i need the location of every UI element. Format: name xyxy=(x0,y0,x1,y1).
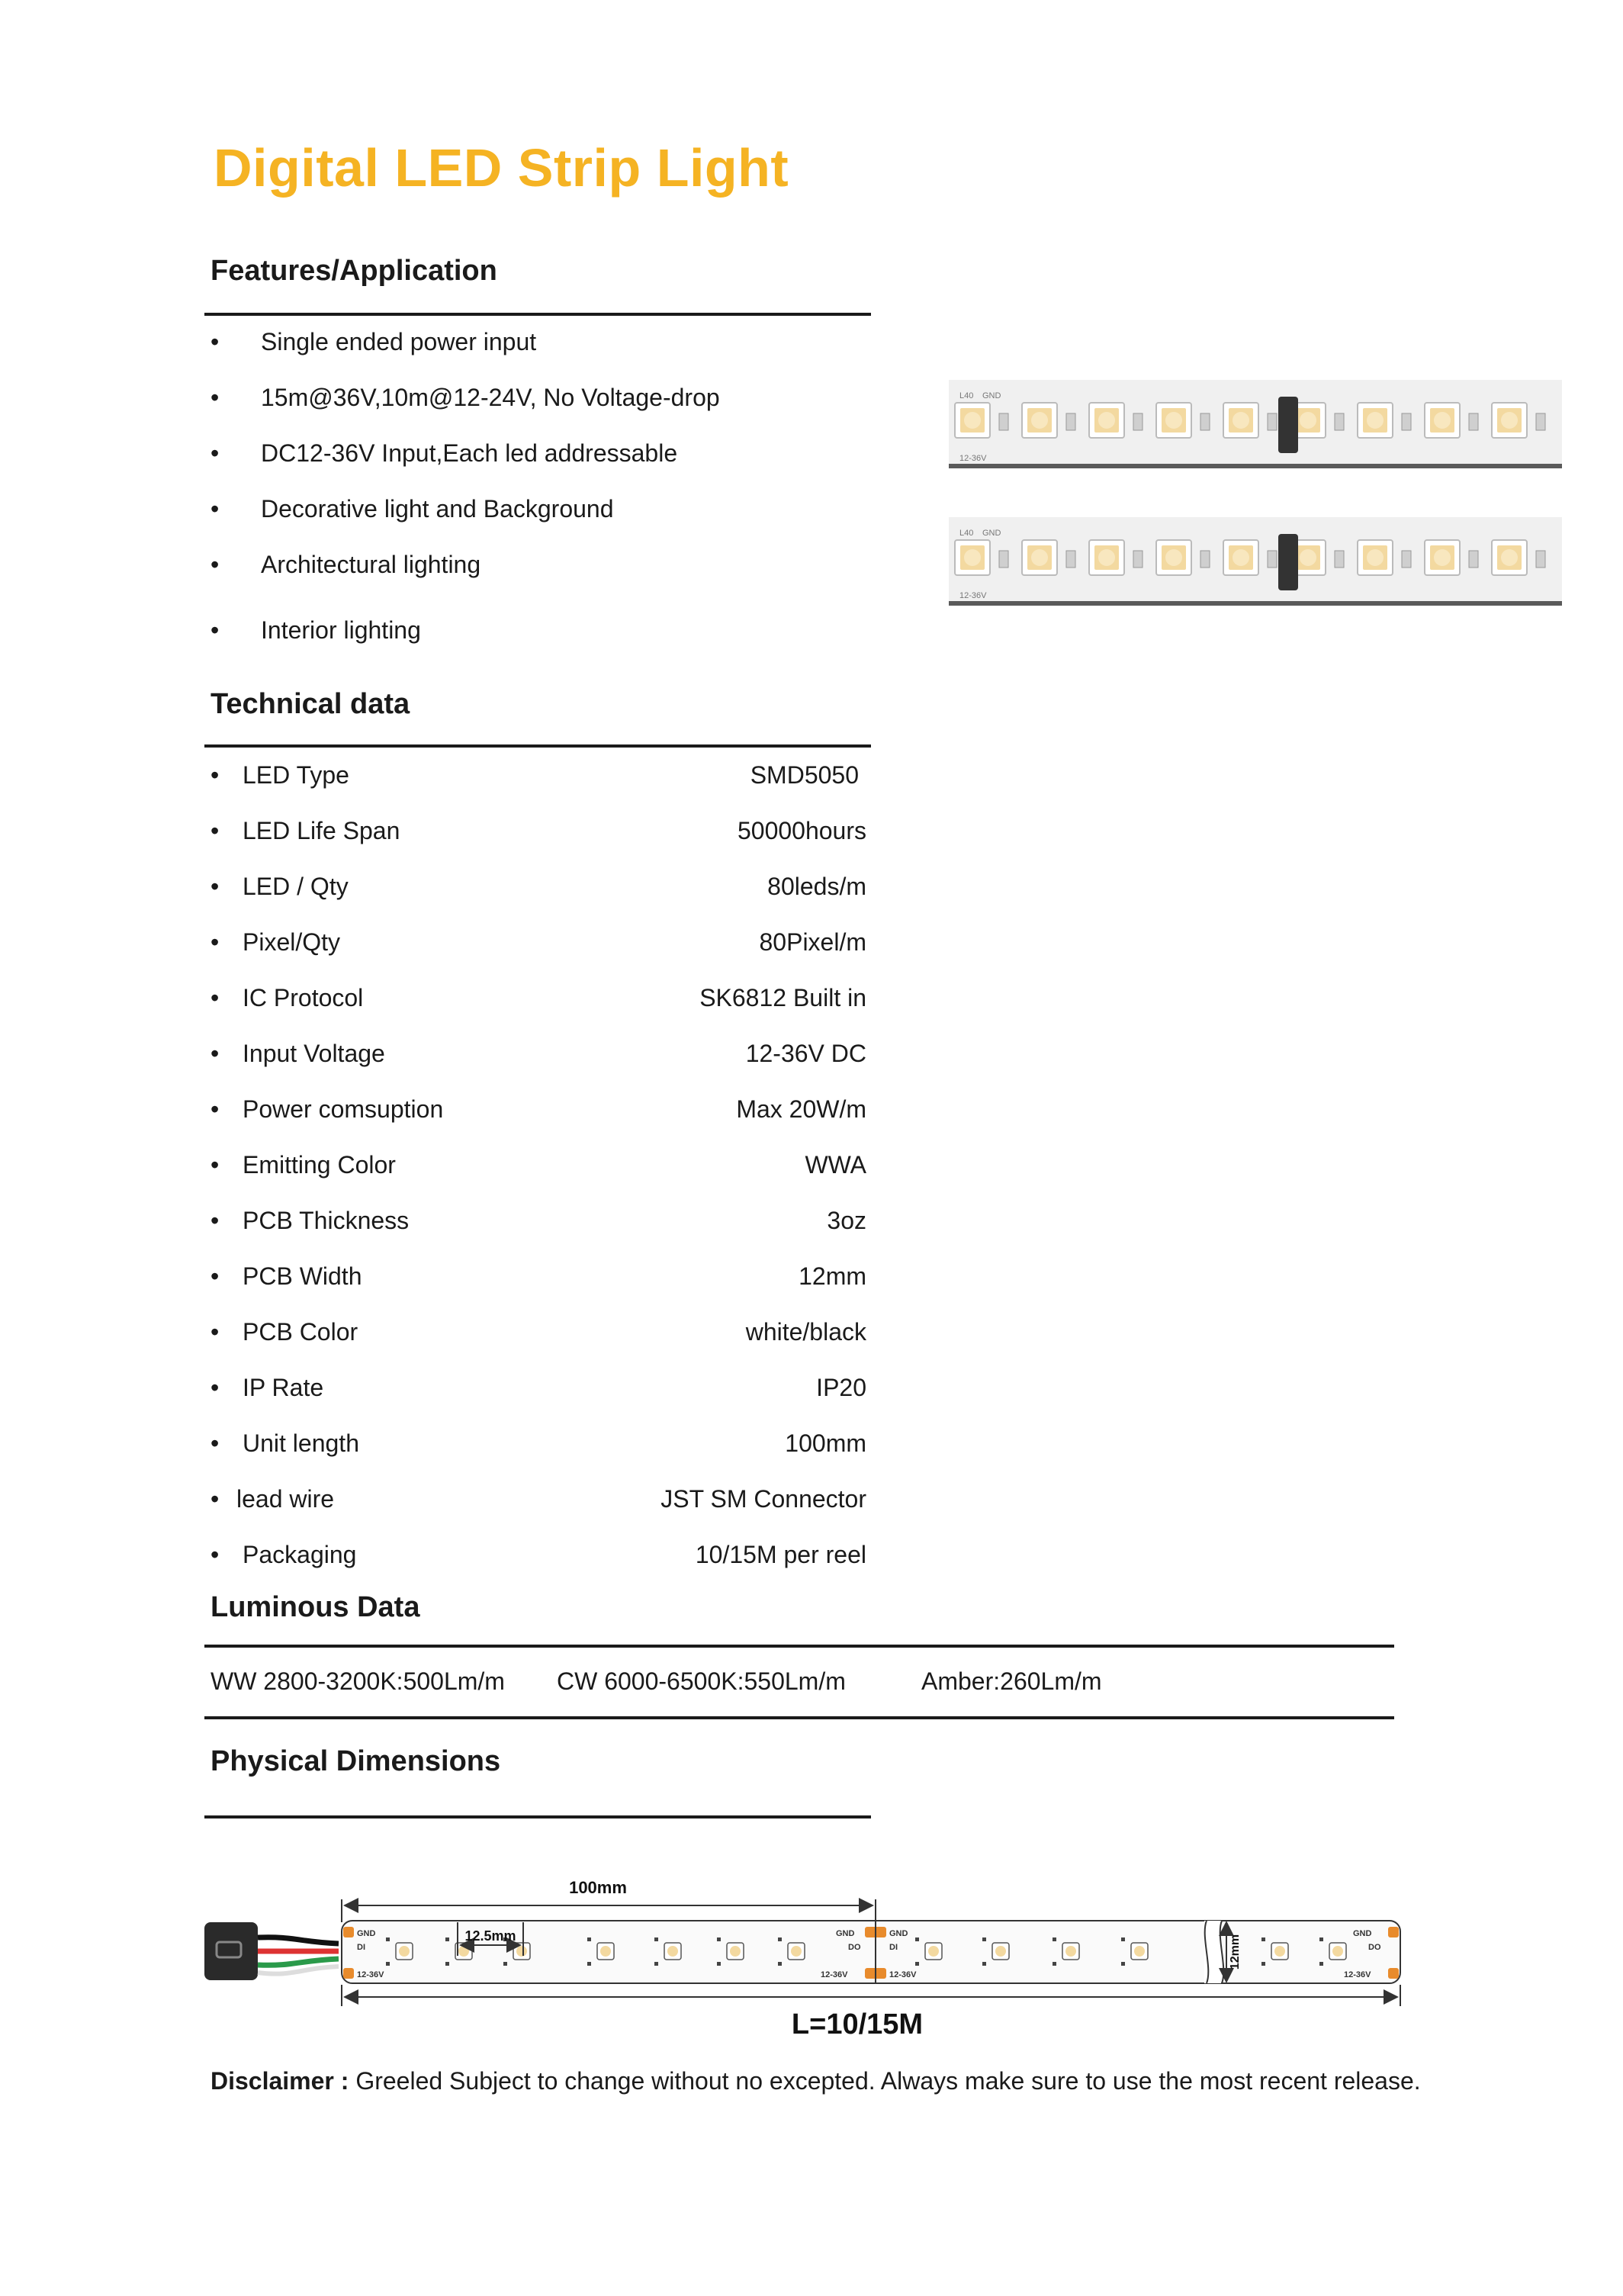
tech-row: • Emitting Color WWA xyxy=(211,1151,866,1179)
tech-row: • Pixel/Qty 80Pixel/m xyxy=(211,928,866,956)
tech-row: • LED Life Span 50000hours xyxy=(211,817,866,844)
tech-row: • Unit length 100mm xyxy=(211,1429,866,1457)
pad-label: DO xyxy=(848,1943,861,1952)
pad-label: DI xyxy=(889,1943,898,1952)
tech-row: • IC Protocol SK6812 Built in xyxy=(211,984,866,1011)
feature-item: • Single ended power input xyxy=(211,328,537,355)
disclaimer-label: Disclaimer : xyxy=(211,2067,349,2095)
photo-label: L40 xyxy=(959,391,974,400)
pad-label: GND xyxy=(836,1929,855,1938)
tech-row: • IP Rate IP20 xyxy=(211,1374,866,1401)
pad-label: GND xyxy=(1353,1929,1372,1938)
physical-rule xyxy=(204,1815,871,1818)
feature-item: • 15m@36V,10m@12-24V, No Voltage-drop xyxy=(211,384,720,411)
disclaimer xyxy=(211,2067,1421,2095)
tech-row: • lead wire JST SM Connector xyxy=(211,1485,866,1513)
tech-row: • PCB Width 12mm xyxy=(211,1262,866,1290)
feature-item: • Architectural lighting xyxy=(211,551,481,578)
page-title: Digital LED Strip Light xyxy=(214,138,789,198)
tech-row: • PCB Thickness 3oz xyxy=(211,1207,866,1234)
feature-item: • Interior lighting xyxy=(211,616,421,644)
luminous-cw: CW 6000-6500K:550Lm/m xyxy=(557,1667,846,1695)
photo-label: L40 xyxy=(959,529,974,538)
driver-ic xyxy=(1278,397,1298,453)
pad-label: 12-36V xyxy=(1344,1970,1371,1979)
pad-label: GND xyxy=(357,1929,376,1938)
unit-length-label: 100mm xyxy=(569,1878,627,1897)
photo-label: 12-36V xyxy=(959,591,987,600)
luminous-rule-bottom xyxy=(204,1716,1394,1719)
features-rule xyxy=(204,313,871,316)
pad-label: 12-36V xyxy=(889,1970,917,1979)
features-heading: Features/Application xyxy=(211,255,497,287)
photo-label: 12-36V xyxy=(959,454,987,463)
luminous-rule-top xyxy=(204,1645,1394,1648)
total-length-dimension xyxy=(342,1985,1400,2040)
technical-heading: Technical data xyxy=(211,688,410,720)
tech-row: • Power comsuption Max 20W/m xyxy=(211,1095,866,1123)
tech-row: • Input Voltage 12-36V DC xyxy=(211,1040,866,1067)
photo-leds xyxy=(955,397,1545,590)
jst-connector xyxy=(204,1922,339,1980)
tech-row: • LED Type SMD5050 xyxy=(211,761,859,789)
luminous-heading: Luminous Data xyxy=(211,1591,420,1623)
feature-item: • Decorative light and Background xyxy=(211,495,614,523)
driver-ic xyxy=(1278,534,1298,590)
pad-label: GND xyxy=(889,1929,908,1938)
unit-length-dimension xyxy=(342,1878,876,1922)
pad-label: 12-36V xyxy=(357,1970,384,1979)
tech-row: • PCB Color white/black xyxy=(211,1318,866,1346)
disclaimer-text: Greeled Subject to change without no excepted. Always make sure to use the most recent release. xyxy=(349,2067,1421,2095)
technical-rule xyxy=(204,744,871,748)
physical-heading: Physical Dimensions xyxy=(211,1745,501,1777)
feature-item: • DC12-36V Input,Each led addressable xyxy=(211,439,678,467)
photo-label: GND xyxy=(982,529,1001,538)
total-length-label: L=10/15M xyxy=(791,2008,924,2040)
pad-label: 12-36V xyxy=(821,1970,848,1979)
tech-row: • LED / Qty 80leds/m xyxy=(211,873,866,900)
dimension-diagram xyxy=(201,1846,1425,2044)
luminous-amber: Amber:260Lm/m xyxy=(921,1667,1102,1695)
pad-label: DO xyxy=(1368,1943,1381,1952)
width-label: 12mm xyxy=(1229,1934,1242,1970)
product-photo xyxy=(949,374,1562,615)
luminous-ww: WW 2800-3200K:500Lm/m xyxy=(211,1667,505,1695)
pitch-label: 12.5mm xyxy=(464,1928,516,1944)
photo-label: GND xyxy=(982,391,1001,400)
tech-row: • Packaging 10/15M per reel xyxy=(211,1541,866,1568)
pad-label: DI xyxy=(357,1943,365,1952)
